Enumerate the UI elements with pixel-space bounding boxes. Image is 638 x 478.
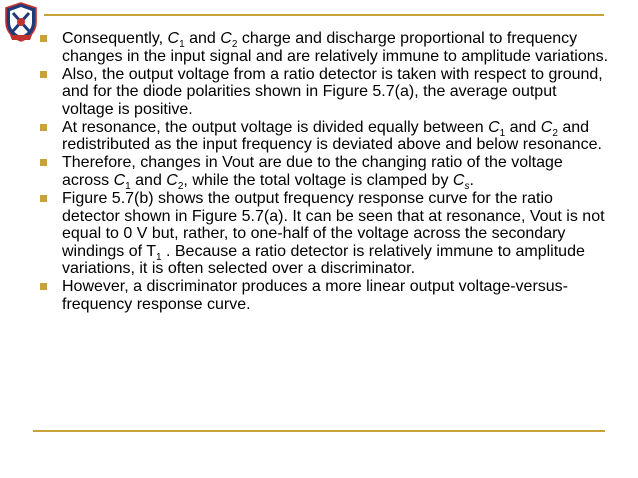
bullet-marker-icon (40, 35, 47, 42)
top-divider (44, 14, 604, 16)
text-run: , while the total voltage is clamped by (183, 171, 453, 189)
bullet-item (40, 66, 610, 119)
bullet-text (62, 66, 603, 118)
bullet-item (40, 190, 610, 278)
subscript: 2 (552, 127, 558, 139)
bullet-item (40, 278, 610, 313)
text-run: Consequently, (62, 30, 168, 47)
text-run: . (469, 171, 474, 189)
bullet-marker-icon (40, 195, 47, 202)
italic-symbol: C (113, 171, 126, 189)
text-run: However, a discriminator produces a more linear output voltage-versus-frequency response curve. (62, 278, 569, 313)
italic-symbol: C (540, 118, 553, 136)
subscript: s (464, 181, 470, 193)
bullet-marker-icon (40, 159, 47, 166)
subscript: 2 (177, 181, 184, 193)
bullet-marker-icon (40, 283, 47, 290)
text-run: Therefore, changes in Vout are due to the changing ratio of the voltage across (62, 154, 563, 189)
bottom-divider (33, 430, 605, 432)
text-run: Figure 5.7(b) shows the output frequency response curve for the ratio detector shown in Figure 5.7(a). It can be seen that at resonance, Vout is not equal to 0 V but, rather, to one-half of the voltage across the secondary windings of T (62, 189, 605, 260)
subscript: 1 (179, 39, 185, 51)
bullet-item (40, 119, 610, 154)
bullet-list (40, 30, 610, 314)
bullet-item (40, 30, 610, 65)
text-run: Also, the output voltage from a ratio detector is taken with respect to ground, and for the diode polarities shown in Figure 5.7(a), the average output voltage is positive. (62, 65, 603, 118)
italic-symbol: C (167, 30, 180, 47)
italic-symbol: C (488, 118, 500, 136)
bullet-text (62, 30, 608, 65)
bullet-text (62, 190, 605, 277)
bullet-item (40, 154, 610, 193)
text-run: . Because a ratio detector is relatively immune to amplitude variations, it is often selected over a discriminator. (62, 242, 585, 278)
text-run: At resonance, the output voltage is divided equally between (62, 118, 489, 136)
text-run: and (130, 171, 167, 189)
text-run: and redistributed as the input frequency is deviated above and below resonance. (62, 118, 602, 154)
subscript: 1 (125, 181, 131, 193)
italic-symbol: C (166, 171, 178, 189)
bullet-marker-icon (40, 124, 47, 131)
subscript: 1 (155, 251, 162, 263)
italic-symbol: C (452, 171, 465, 189)
bullet-marker-icon (40, 71, 47, 78)
bullet-text (62, 119, 602, 154)
subscript: 1 (499, 127, 506, 139)
subscript: 2 (231, 39, 238, 51)
text-run: and (184, 30, 221, 47)
bullet-text (62, 154, 563, 193)
italic-symbol: C (220, 30, 232, 47)
text-run: charge and discharge proportional to frequency changes in the input signal and are relatively immune to amplitude variations. (62, 30, 609, 65)
text-run: and (505, 118, 541, 136)
university-crest-icon (4, 2, 38, 42)
bullet-text (62, 278, 568, 313)
